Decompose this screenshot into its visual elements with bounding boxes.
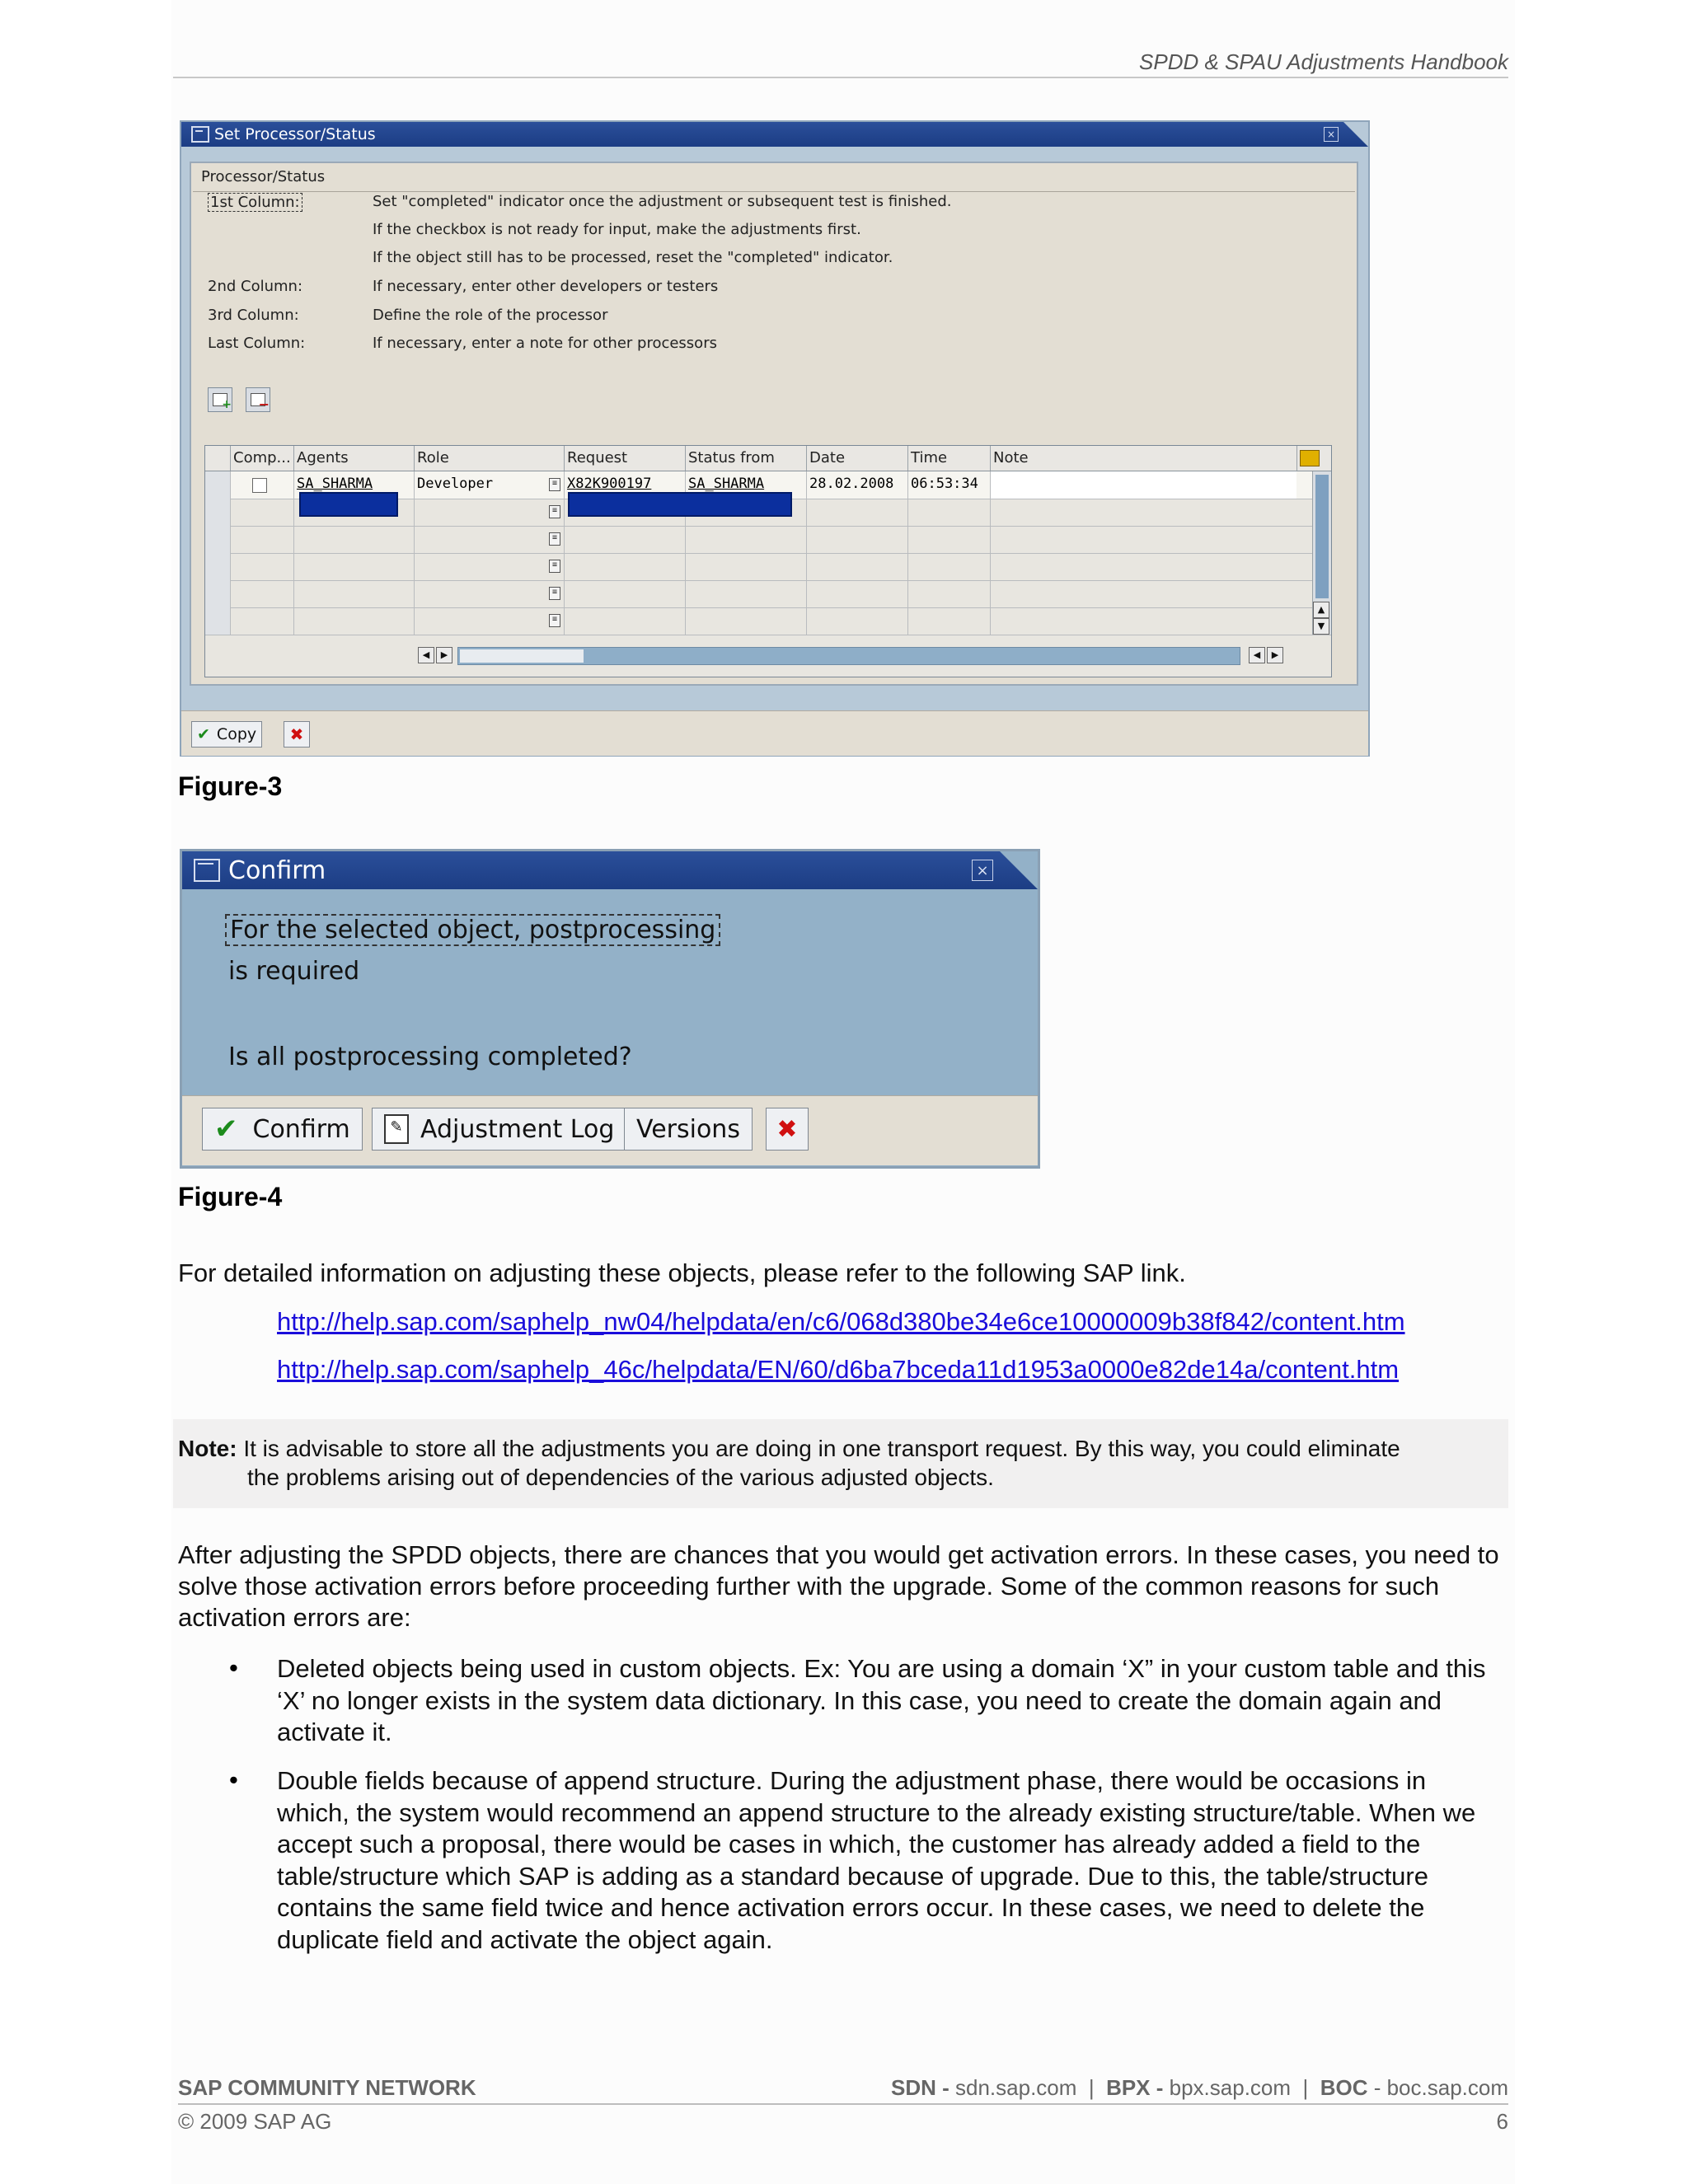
agent-cell[interactable] [293, 526, 414, 553]
table-row[interactable] [205, 607, 1331, 635]
col-status-from[interactable]: Status from [685, 446, 806, 471]
empty-cell [230, 553, 293, 580]
f4-help-icon[interactable]: ≡ [549, 560, 560, 573]
sap-help-link-1[interactable]: http://help.sap.com/saphelp_nw04/helpdata/en/c6/068d380be34e6ce10000009b38f842/content.htm [277, 1307, 1405, 1336]
scroll-left-icon[interactable]: ◀ [1249, 647, 1265, 663]
role-cell[interactable] [414, 553, 564, 580]
close-icon[interactable]: × [1324, 127, 1339, 142]
note-cell[interactable] [990, 526, 1296, 553]
sdn-link[interactable]: sdn.sap.com [955, 2075, 1077, 2100]
cancel-icon: ✖ [289, 724, 304, 744]
cancel-icon: ✖ [776, 1114, 798, 1144]
table-row[interactable] [205, 580, 1331, 608]
confirm-label: Confirm [252, 1114, 350, 1144]
scroll-left-icon[interactable]: ◀ [418, 647, 434, 663]
row-selector[interactable] [205, 526, 231, 553]
col-comp[interactable]: Comp... [230, 446, 293, 471]
adjustment-log-button[interactable] [372, 1108, 626, 1151]
tab-divider [193, 191, 1355, 192]
row-text: If the object still has to be processed, reset the "completed" indicator. [373, 249, 893, 266]
question-text: Is all postprocessing completed? [228, 1043, 632, 1071]
delete-row-icon: − [251, 393, 265, 406]
message-line-1: For the selected object, postprocessing [225, 914, 720, 946]
intro-paragraph: For detailed information on adjusting these objects, please refer to the following SAP link. [178, 1258, 1186, 1287]
agent-cell[interactable] [293, 553, 414, 580]
horizontal-scroll-thumb[interactable] [460, 649, 584, 663]
empty-cell [230, 607, 293, 635]
scroll-right-icon[interactable]: ▶ [1267, 647, 1283, 663]
col-date[interactable]: Date [806, 446, 907, 471]
footer-copyright: © 2009 SAP AG [178, 2109, 332, 2134]
dialog-footer [182, 1095, 1038, 1165]
row-label: 1st Column: [208, 193, 302, 212]
empty-cell [806, 526, 907, 553]
empty-cell [564, 607, 685, 635]
processor-table [204, 445, 1332, 677]
window-icon [191, 126, 209, 143]
table-header [205, 446, 1331, 471]
col-role[interactable]: Role [414, 446, 564, 471]
role-cell[interactable] [414, 471, 564, 499]
time-cell: 06:53:34 [907, 471, 990, 499]
row-text: Set "completed" indicator once the adjustment or subsequent test is finished. [373, 193, 952, 210]
bullet-marker: • [229, 1653, 238, 1682]
empty-cell [685, 580, 806, 607]
adjustment-log-label: Adjustment Log [420, 1114, 615, 1144]
tab-processor-status[interactable]: Processor/Status [201, 168, 326, 185]
empty-cell [564, 526, 685, 553]
empty-cell [685, 526, 806, 553]
redaction-bar [568, 492, 792, 517]
close-icon[interactable]: × [972, 860, 993, 881]
row-label: 2nd Column: [208, 278, 303, 295]
table-row[interactable] [205, 553, 1331, 581]
sap-help-link-2[interactable]: http://help.sap.com/saphelp_46c/helpdata/EN/60/d6ba7bceda11d1953a0000e82de14a/content.htm [277, 1355, 1400, 1384]
dialog-title: Set Processor/Status [214, 125, 376, 143]
cancel-button[interactable] [284, 721, 310, 748]
figure-4-caption: Figure-4 [178, 1182, 283, 1212]
insert-row-button[interactable] [208, 387, 232, 412]
row-selector[interactable] [205, 499, 231, 526]
empty-cell [564, 553, 685, 580]
note-cell[interactable] [990, 580, 1296, 607]
scroll-down-icon[interactable]: ▼ [1313, 618, 1329, 635]
scroll-up-icon[interactable]: ▲ [1313, 602, 1329, 618]
versions-label: Versions [636, 1114, 740, 1144]
figure-3-caption: Figure-3 [178, 771, 283, 801]
confirm-button[interactable] [202, 1108, 363, 1151]
dialog-title: Confirm [228, 855, 326, 885]
status-from-cell: SA_SHARMA [685, 471, 806, 499]
col-agents[interactable]: Agents [293, 446, 414, 471]
note-box [173, 1419, 1508, 1508]
agent-cell[interactable] [293, 580, 414, 607]
row-selector[interactable] [205, 471, 231, 499]
role-cell[interactable] [414, 607, 564, 635]
empty-cell [564, 580, 685, 607]
bullet-item: Double fields because of append structure. During the adjustment phase, there would be occasions in which, the system would recommend an append structure to the already existing structure/table. When we accept such a proposal, there would be cases in which, the customer has already added a field to the table/structure which SAP is adding as a standard because of upgrade. Due to this, the table/structure contains the same field twice and hence activation errors occur. In these cases, we need to delete the duplicate field and activate the object again. [277, 1766, 1476, 1954]
page-number: 6 [1496, 2109, 1508, 2134]
row-text: If necessary, enter other developers or testers [373, 278, 719, 295]
versions-button[interactable] [624, 1108, 753, 1151]
horizontal-scrollbar[interactable] [457, 647, 1240, 665]
footer-links: SDN - sdn.sap.com | BPX - bpx.sap.com | BOC - boc.sap.com [890, 2075, 1508, 2100]
scroll-right-icon[interactable]: ▶ [436, 647, 452, 663]
window-icon [194, 859, 220, 882]
date-cell: 28.02.2008 [806, 471, 907, 499]
empty-cell [230, 499, 293, 526]
empty-cell [230, 580, 293, 607]
bpx-label: BPX - [1106, 2075, 1164, 2100]
note-line-1: It is advisable to store all the adjustments you are doing in one transport request. By this way, you could eliminate [243, 1436, 1400, 1461]
bpx-link[interactable]: bpx.sap.com [1169, 2075, 1292, 2100]
note-cell[interactable] [990, 553, 1296, 580]
vertical-scroll-thumb[interactable] [1315, 475, 1329, 598]
note-cell[interactable] [990, 607, 1296, 635]
col-time[interactable]: Time [907, 446, 990, 471]
empty-cell [907, 526, 990, 553]
figure-4-screenshot [180, 849, 1040, 1169]
table-row[interactable] [205, 526, 1331, 554]
footer-network: SAP COMMUNITY NETWORK [178, 2075, 476, 2100]
empty-cell [907, 499, 990, 526]
row-selector[interactable] [205, 607, 231, 635]
bullet-item: Deleted objects being used in custom objects. Ex: You are using a domain ‘X” in your custom table and this ‘X’ no longer exists in the system data dictionary. In this case, you need to create the domain again and activate it. [277, 1654, 1486, 1746]
note-label: Note: [178, 1436, 237, 1461]
layout-settings-icon[interactable] [1296, 446, 1331, 471]
completed-cell[interactable] [230, 471, 293, 499]
completed-checkbox[interactable] [252, 478, 267, 493]
row-text: Define the role of the processor [373, 307, 608, 324]
cancel-button[interactable] [766, 1108, 809, 1151]
empty-cell [806, 553, 907, 580]
redaction-bar [299, 492, 398, 517]
empty-cell [806, 499, 907, 526]
f4-help-icon[interactable]: ≡ [549, 478, 560, 491]
row-label: Last Column: [208, 335, 306, 352]
header-rule [173, 77, 1508, 78]
empty-cell [806, 607, 907, 635]
sdn-label: SDN - [890, 2075, 950, 2100]
log-edit-icon: ✎ [384, 1114, 409, 1144]
note-line-2: the problems arising out of dependencies of the various adjusted objects. [247, 1465, 994, 1490]
dialog-footer [181, 710, 1368, 756]
empty-cell [907, 553, 990, 580]
note-cell[interactable] [990, 499, 1296, 526]
dialog-titlebar [182, 851, 1038, 889]
delete-row-button[interactable] [246, 387, 270, 412]
empty-cell [907, 607, 990, 635]
activation-errors-paragraph: After adjusting the SPDD objects, there are chances that you would get activation errors. In these cases, you need to solve those activation errors before proceeding further with the upgrade. Some of the common reasons for such activation errors are: [178, 1540, 1499, 1632]
empty-cell [806, 580, 907, 607]
role-value: Developer [417, 476, 494, 492]
vertical-scrollbar[interactable] [1312, 471, 1331, 635]
insert-row-icon: + [213, 393, 227, 406]
col-note[interactable]: Note [990, 446, 1296, 471]
role-cell[interactable] [414, 526, 564, 553]
dialog-titlebar [181, 122, 1368, 147]
row-label: 3rd Column: [208, 307, 299, 324]
f4-help-icon[interactable]: ≡ [549, 532, 560, 546]
agent-cell[interactable]: SA_SHARMA [293, 471, 414, 499]
col-request[interactable]: Request [564, 446, 685, 471]
row-text: If the checkbox is not ready for input, make the adjustments first. [373, 221, 861, 238]
check-icon: ✔ [214, 1113, 238, 1146]
empty-cell [907, 580, 990, 607]
note-text [178, 1434, 1497, 1492]
copy-button[interactable] [191, 721, 262, 748]
role-cell[interactable] [414, 580, 564, 607]
request-cell[interactable]: X82K900197 [564, 471, 685, 499]
row-selector[interactable] [205, 553, 231, 580]
f4-help-icon[interactable]: ≡ [549, 505, 560, 518]
role-cell[interactable] [414, 499, 564, 526]
f4-help-icon[interactable]: ≡ [549, 587, 560, 600]
empty-cell [685, 607, 806, 635]
empty-cell [685, 553, 806, 580]
row-selector[interactable] [205, 580, 231, 607]
select-all-cell[interactable] [205, 446, 230, 471]
f4-help-icon[interactable]: ≡ [549, 614, 560, 627]
check-icon: ✔ [197, 725, 210, 743]
figure-3-screenshot [180, 120, 1370, 757]
note-cell[interactable] [990, 471, 1296, 499]
boc-link[interactable]: boc.sap.com [1386, 2075, 1508, 2100]
agent-cell[interactable] [293, 607, 414, 635]
footer-rule [178, 2103, 1508, 2105]
header-title: SPDD & SPAU Adjustments Handbook [1139, 49, 1508, 74]
bullet-marker: • [229, 1765, 238, 1794]
row-text: If necessary, enter a note for other processors [373, 335, 717, 352]
message-line-2: is required [228, 957, 360, 986]
empty-cell [230, 526, 293, 553]
copy-label: Copy [216, 725, 257, 743]
boc-label: BOC [1320, 2075, 1368, 2100]
